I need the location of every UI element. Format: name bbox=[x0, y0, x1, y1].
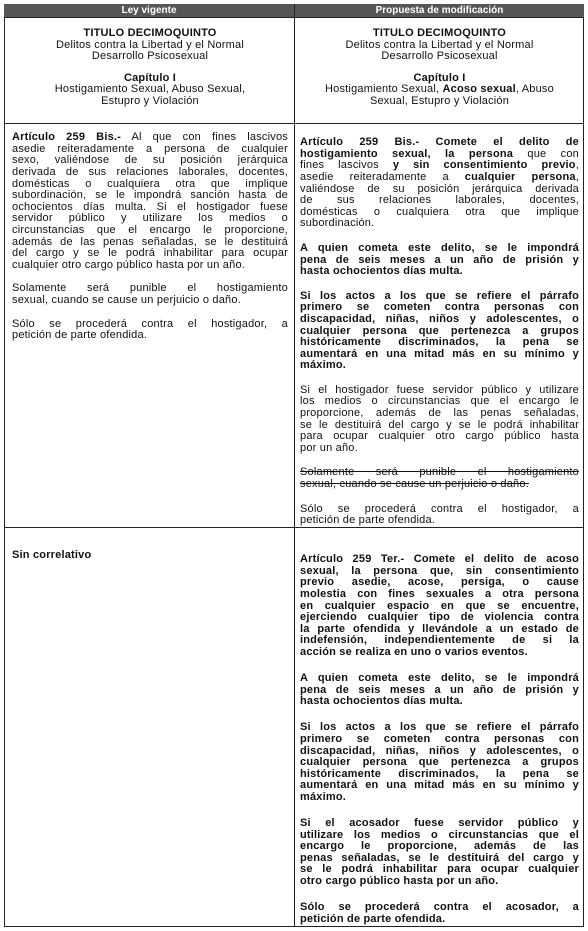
text-run: asedie reiteradamente a bbox=[300, 170, 465, 183]
paragraph bbox=[300, 902, 579, 925]
text-run: sexual, cuando se cause un perjuicio o daño. bbox=[12, 293, 241, 306]
text-line bbox=[300, 479, 579, 491]
text-run: Artículo 259 Ter.- Comete el delito de acoso bbox=[300, 553, 579, 566]
column-header-proposal: Propuesta de modificación bbox=[375, 5, 504, 16]
text-run: domésticas o cualquiera otra que implique bbox=[300, 205, 579, 218]
text-run: A quien cometa este delito, se le impondrá bbox=[300, 672, 579, 685]
text-run: A quien cometa este delito, se le impondrá bbox=[300, 241, 579, 254]
text-run: Si los actos a los que se refiere el párrafo bbox=[300, 721, 579, 734]
text-run: Delitos contra la Libertad y el Normal bbox=[56, 38, 244, 51]
text-run: , bbox=[575, 159, 579, 172]
text-run: Si el acosador fuese servidor público y bbox=[300, 816, 579, 829]
text-run: Sexual, Estupro y Violación bbox=[369, 94, 510, 107]
text-run: Si los actos a los que se refiere el párrafo bbox=[300, 289, 579, 302]
text-run: asedie reiteradamente a persona de cualquier bbox=[12, 142, 288, 155]
text-run: Desarrollo Psicosexual bbox=[91, 49, 209, 62]
bold-text-run: TITULO DECIMOQUINTO bbox=[83, 27, 217, 40]
text-run: Si el hostigador fuese servidor público y utilizare bbox=[300, 383, 579, 396]
text-run: subordinación. bbox=[300, 217, 375, 230]
text-run: encargo le proporcione, además de las bbox=[300, 840, 579, 853]
text-run: Solamente será punible el hostigamiento bbox=[12, 282, 288, 295]
text-line bbox=[12, 260, 288, 272]
text-run: valiéndose de su posición jerárquica derivada bbox=[300, 182, 579, 195]
paragraph bbox=[300, 137, 579, 230]
text-run: se le podrá inhabilitar para ocupar cualquier bbox=[300, 863, 579, 876]
paragraph bbox=[300, 722, 579, 803]
proposal-article-259-bis-cell bbox=[295, 124, 583, 527]
text-line bbox=[12, 96, 288, 107]
text-run: previo asedie, acose, persiga, o cause bbox=[300, 576, 579, 589]
text-line bbox=[300, 914, 579, 926]
text-run: , Abuso bbox=[515, 83, 554, 96]
text-run: los medios o circunstancias que el encargo le bbox=[300, 395, 579, 408]
text-run: ejerciendo cualquier tipo de violencia contra bbox=[300, 611, 579, 624]
text-line bbox=[300, 266, 579, 278]
text-run: aumentará en una mitad más en su mínimo y bbox=[300, 347, 579, 360]
text-run: Sólo se procederá contra el hostigador, a bbox=[12, 317, 288, 330]
text-line bbox=[12, 550, 288, 562]
text-run: máximo. bbox=[300, 359, 347, 372]
text-run: la parte ofendida y llevándole a un estado de bbox=[300, 622, 579, 635]
bold-text-run: Artículo 259 Bis.- Comete el delito de bbox=[300, 136, 579, 149]
text-run: discapacidad, niñas, niños y adolescentes, o bbox=[300, 744, 579, 757]
paragraph bbox=[300, 73, 579, 107]
paragraph bbox=[12, 283, 288, 306]
current-law-article-259-bis-cell bbox=[5, 124, 294, 342]
text-run: hasta ochocientos días multa. bbox=[300, 695, 463, 708]
paragraph bbox=[300, 673, 579, 708]
bold-text-run: y sin consentimiento previo bbox=[392, 159, 576, 172]
bold-text-run: Artículo 259 Bis.- bbox=[12, 131, 122, 144]
paragraph bbox=[300, 28, 579, 62]
text-run: utilizare los medios o circunstancias que el bbox=[300, 828, 579, 841]
text-line bbox=[300, 515, 579, 527]
text-run: máximo. bbox=[300, 790, 347, 803]
text-line bbox=[300, 647, 579, 659]
text-run: indefensión, independientemente de si la bbox=[300, 634, 579, 647]
bold-text-run: hostigamiento sexual, la persona bbox=[300, 147, 514, 160]
paragraph bbox=[12, 550, 288, 562]
text-run: fines lascivos bbox=[300, 159, 393, 172]
proposal-title-cell bbox=[295, 18, 583, 107]
text-run: se le destituirá del cargo y se le podrá inhabilitar bbox=[300, 418, 579, 431]
text-run: penas señaladas, se le destituirá del cargo y bbox=[300, 851, 579, 864]
text-run: otro cargo público hasta por un año. bbox=[300, 874, 499, 887]
text-run: petición de parte ofendida. bbox=[300, 514, 436, 527]
text-line bbox=[12, 295, 288, 307]
text-run: circunstancias que el encargo le proporcione, bbox=[12, 223, 288, 236]
text-run: Delitos contra la Libertad y el Normal bbox=[345, 38, 534, 51]
text-run: por un año. bbox=[300, 441, 358, 454]
text-run: que con bbox=[513, 147, 579, 160]
current-law-title-cell bbox=[5, 18, 294, 107]
text-run: aumentará en una mitad más en su mínimo y bbox=[300, 779, 579, 792]
text-line bbox=[300, 218, 579, 230]
text-run: Estupro y Violación bbox=[101, 94, 199, 107]
struck-paragraph bbox=[300, 467, 579, 490]
paragraph bbox=[300, 385, 579, 455]
text-line bbox=[300, 792, 579, 804]
text-run: sexual, cuando se cause un perjuicio o daño. bbox=[300, 478, 529, 491]
bold-text-run: TITULO DECIMOQUINTO bbox=[372, 27, 507, 40]
bold-text-run: Acoso sexual bbox=[442, 83, 516, 96]
text-run: de sus relaciones laborales, docentes, bbox=[300, 194, 579, 207]
text-run: petición de parte ofendida. bbox=[12, 329, 148, 342]
text-run: Sólo se procederá contra el hostigador, a bbox=[300, 502, 579, 515]
text-line bbox=[12, 330, 288, 342]
paragraph bbox=[12, 73, 288, 107]
paragraph bbox=[300, 291, 579, 372]
text-run: sexual, la persona que, sin consentimiento bbox=[300, 564, 579, 577]
text-run: Sin correlativo bbox=[12, 549, 92, 562]
text-run: ochocientos días multa. Si el hostigador fuese bbox=[12, 200, 288, 213]
text-run: para ocupar cualquier otro cargo público hasta bbox=[300, 430, 579, 443]
text-line bbox=[300, 51, 579, 62]
text-run: Al que con fines lascivos bbox=[121, 131, 288, 144]
bold-text-run: Capítulo I bbox=[413, 72, 466, 85]
current-law-no-correlative-cell bbox=[5, 528, 294, 562]
text-run: domésticas o cualquiera otra que implique bbox=[12, 177, 288, 190]
column-header-current-law: Ley vigente bbox=[121, 5, 177, 16]
text-run: Sólo se procederá contra el acosador, a bbox=[300, 901, 579, 914]
paragraph bbox=[12, 28, 288, 62]
text-run: Hostigamiento Sexual, bbox=[325, 83, 443, 96]
text-run: históricamente discriminados, la pena se bbox=[300, 767, 579, 780]
text-run: molestia con fines sexuales a otra persona bbox=[300, 587, 579, 600]
paragraph bbox=[12, 132, 288, 271]
text-line bbox=[300, 96, 579, 107]
text-run: cualquier persona que pertenezca a grupos bbox=[300, 324, 579, 337]
paragraph bbox=[12, 319, 288, 342]
proposal-article-259-ter-cell bbox=[295, 528, 583, 925]
text-run: Desarrollo Psicosexual bbox=[381, 49, 498, 62]
paragraph bbox=[300, 554, 579, 658]
text-line bbox=[300, 360, 579, 372]
text-run: históricamente discriminados, la pena se bbox=[300, 336, 579, 349]
text-run: sexo, valiéndose de su posición jerárquica bbox=[12, 154, 288, 167]
text-run: acción se realiza en uno o varios eventos. bbox=[300, 645, 528, 658]
text-line bbox=[300, 876, 579, 888]
text-run: hasta ochocientos días multa. bbox=[300, 265, 463, 278]
bold-text-run: cualquier persona bbox=[464, 170, 576, 183]
text-run: petición de parte ofendida. bbox=[300, 912, 446, 925]
text-run: primero se cometen contra personas con bbox=[300, 301, 579, 314]
text-run: Solamente será punible el hostigamiento bbox=[300, 466, 579, 479]
text-run: pena de seis meses a un año de prisión y bbox=[300, 253, 579, 266]
text-line bbox=[300, 443, 579, 455]
text-run: en cualquier espacio en que se encuentre, bbox=[300, 599, 579, 612]
paragraph bbox=[300, 818, 579, 888]
text-run: pena de seis meses a un año de prisión y bbox=[300, 683, 579, 696]
text-run: discapacidad, niñas, niños y adolescentes, o bbox=[300, 312, 579, 325]
text-run: además de las penas señaladas, se le destituirá bbox=[12, 235, 288, 248]
text-run: , bbox=[575, 170, 579, 183]
text-line bbox=[12, 51, 288, 62]
text-line bbox=[300, 696, 579, 708]
paragraph bbox=[300, 243, 579, 278]
text-run: derivada de sus relaciones laborales, docentes, bbox=[12, 165, 288, 178]
text-run: cualquier otro cargo público hasta por un año. bbox=[12, 258, 246, 271]
text-run: Hostigamiento Sexual, Abuso Sexual, bbox=[54, 83, 246, 96]
text-run: cualquier persona que pertenezca a grupos bbox=[300, 756, 579, 769]
text-run: del cargo y se le podrá inhabilitar para ocupar bbox=[12, 247, 288, 260]
bold-text-run: Capítulo I bbox=[123, 72, 177, 85]
text-run: primero se cometen contra personas con bbox=[300, 732, 579, 745]
text-run: subordinación, se le impondrá sanción hasta de bbox=[12, 189, 288, 202]
text-run: servidor público y utilizare los medios o bbox=[12, 212, 288, 225]
text-run: proporcione, además de las penas señaladas, bbox=[300, 407, 579, 420]
paragraph bbox=[300, 504, 579, 527]
